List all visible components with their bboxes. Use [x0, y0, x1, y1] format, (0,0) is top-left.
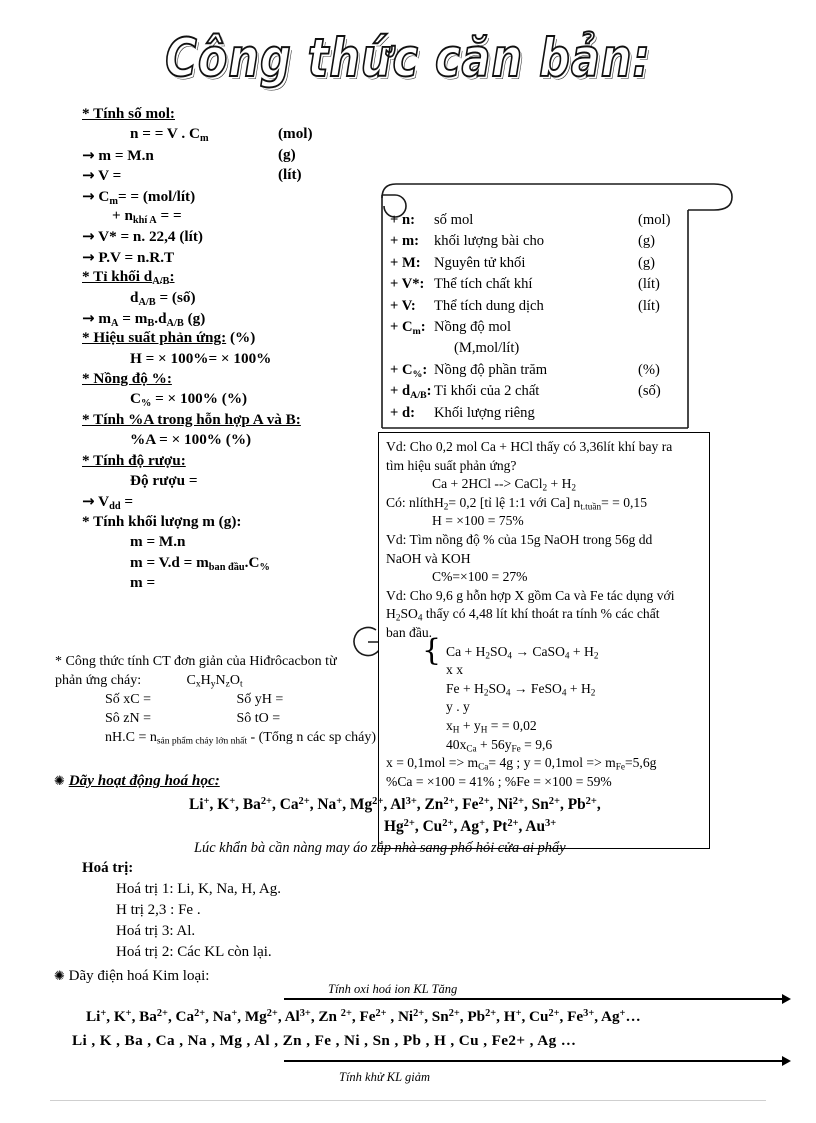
legend-row	[390, 360, 720, 381]
legend-row	[390, 231, 720, 252]
valence-row: H trị 2,3 : Fe .	[116, 902, 201, 918]
hydrocarbon-general-formula: $C_xH_yN_zO_t$	[186, 673, 243, 690]
example-line: $x = 0,1mol => m_{Ca}= 4g$ ; $y = 0,1mol => m_{Fe}=5,6g$	[386, 755, 657, 772]
legend-unit: (%)	[638, 361, 660, 378]
example-line: Có: nlíthH$_2$= 0,2 [tỉ lệ 1:1 với Ca] $n_{t.tuần}= = 0,15$	[386, 494, 648, 512]
legend-symbol: + n:	[390, 212, 415, 228]
legend-description: Khối lượng riêng	[434, 404, 535, 421]
example-line: ban đầu.	[386, 624, 433, 640]
formula-row: Độ rượu =	[130, 472, 198, 490]
formula-row: * Tính số mol:	[82, 105, 175, 122]
electrochem-top-label: Tính oxi hoá ion KL Tăng	[328, 982, 458, 996]
legend-unit: (lít)	[638, 276, 660, 293]
formula-row: → P.V = n.R.T	[82, 247, 175, 266]
example-line: Vd: Tìm nồng độ % của 15g NaOH trong 56g dd	[386, 531, 653, 547]
electrochem-ion-row: Li+, K+, $Ba^{2+}$, $Ca^{2+}$, Na+, $Mg^{2+}$, $Al^{3+}$, Zn $^{2+}$, $Fe^{2+}$ , $Ni^{2+}$, $Sn^{2+}$, $Pb^{2+}$, H+, $Cu^{2+}$, $Fe^{3+}$, Ag+…	[86, 1007, 641, 1025]
legend-row	[390, 403, 720, 424]
formula-row: m = M.n	[130, 533, 186, 551]
electrochem-bottom-label: Tính khử KL giảm	[339, 1070, 430, 1084]
example-line: tìm hiệu suất phản ứng?	[386, 457, 517, 473]
legend-description: số mol	[434, 212, 474, 228]
formula-row: → $m_A = m_B.d_{A/B}$ (g)	[82, 308, 206, 329]
formula-row: $m = V.d = m_{ban đầu}.C_{\%}$	[130, 553, 270, 573]
hydrocarbon-line-3: Số xC = Số yH =	[105, 692, 284, 707]
example-line: $H_2SO_4$ thấy có 4,48 lít khí thoát ra tính % các chất	[386, 606, 660, 623]
legend-unit: (g)	[638, 233, 656, 250]
example-line: NaOH và KOH	[386, 550, 471, 566]
formula-row: → V* = n. 22,4 (lít)	[82, 227, 203, 246]
legend-row	[390, 253, 720, 274]
formula-row: $d_{A/B}$ = (số)	[130, 288, 196, 308]
formula-row: * Nồng độ %:	[82, 370, 172, 388]
legend-description: Tỉ khối của 2 chất	[434, 383, 540, 400]
valence-row: Hoá trị 3: Al.	[116, 923, 196, 939]
legend-description: Nồng độ phần trăm	[434, 361, 548, 378]
legend-scroll-panel	[370, 176, 736, 434]
activity-series-ions-line2: $Hg^{2+}$, $Cu^{2+}$, Ag+, $Pt^{2+}$, $Au^{3+}$	[384, 817, 557, 835]
legend-unit: (lít)	[638, 297, 660, 314]
formula-row: → V = (lít)	[82, 166, 302, 185]
bullet-star-icon: ✺	[54, 774, 65, 789]
valence-section	[82, 858, 281, 963]
valence-row: Hoá trị 1: Li, K, Na, H, Ag.	[116, 881, 281, 897]
example-line: %Ca = ×100 = 41% ; %Fe = ×100 = 59%	[386, 773, 612, 789]
legend-symbol: + d:	[390, 404, 415, 421]
legend-row	[390, 317, 720, 338]
bullet-star-icon: ✺	[54, 969, 65, 984]
formula-row: * Tính độ rượu:	[82, 451, 186, 469]
legend-symbol: + $d_{A/B}$:	[390, 383, 432, 401]
example-line: y . y	[446, 699, 470, 715]
example-line: x x	[446, 662, 463, 678]
legend-row	[390, 381, 720, 402]
reduction-arrow-head-icon	[782, 1056, 791, 1066]
legend-row	[390, 296, 720, 317]
hydrocarbon-line-4: Sô zN = Sô tO =	[105, 711, 281, 726]
legend-symbol: + V:	[390, 297, 416, 314]
reduction-arrow-line	[284, 1060, 784, 1062]
footer-divider	[50, 1100, 766, 1101]
formula-row: → $V_{dd}$ =	[82, 492, 134, 513]
legend-row	[390, 210, 720, 231]
legend-description: khối lượng bài cho	[434, 233, 545, 250]
legend-row	[390, 274, 720, 295]
formula-row: n = = V . $C_m$ (mol)	[130, 125, 313, 145]
legend-unit: (mol)	[638, 212, 671, 228]
example-line: $x_H + y_H$ = = 0,02	[446, 717, 537, 735]
legend-unit: (số)	[638, 383, 661, 400]
hydrocarbon-line-2: phản ứng cháy: $C_xH_yN_zO_t$	[55, 673, 243, 690]
oxidation-arrow-line	[284, 998, 784, 1000]
example-line: H = ×100 = 75%	[432, 513, 524, 529]
activity-series-mnemonic: Lúc khẩn bà cần nàng may áo zắp nhà sang phố hỏi cửa ai phẩy	[194, 840, 566, 856]
formula-row: * Tính khối lượng m (g):	[82, 512, 242, 530]
legend-row	[390, 338, 720, 359]
legend-symbol: + m:	[390, 233, 419, 250]
formula-row: m =	[130, 573, 156, 591]
equation-brace-icon: {	[422, 632, 442, 668]
formula-row: * Hiệu suất phản ứng: (%)	[82, 329, 256, 347]
hydrocarbon-line-5: $nH.C = n_{sản phẩm cháy lớn nhất}$ - (Tổng n các sp cháy)	[105, 730, 377, 747]
formula-row: H = × 100%= × 100%	[130, 349, 272, 367]
formula-row: $C_{\%}$ = × 100% (%)	[130, 390, 248, 410]
electrochem-metal-row: Li , K , Ba , Ca , Na , Mg , Al , Zn , Fe , Ni , Sn , Pb , H , Cu , Fe2+ , Ag …	[72, 1032, 577, 1049]
example-line: C%=×100 = 27%	[432, 569, 528, 585]
left-formula-column	[82, 104, 382, 593]
activity-series-ions-line1: Li+, K+, $Ba^{2+}$, $Ca^{2+}$, Na+, $Mg^{2+}$, $Al^{3+}$, $Zn^{2+}$, $Fe^{2+}$, $Ni^{2+}$, $Sn^{2+}$, $Pb^{2+}$,	[189, 795, 601, 813]
formula-row: * Tính %A trong hỗn hợp A và B:	[82, 410, 301, 428]
example-line: $Ca + H_2SO_4$ → CaSO$_4$ + $H_2$ {	[422, 632, 599, 668]
electrochemical-series-section	[54, 968, 814, 1084]
legend-symbol: + $C_{\%}$:	[390, 361, 428, 380]
hydrocarbon-line-1: * Công thức tính CT đơn giản của Hiđrôcacbon từ	[55, 654, 337, 669]
example-line: Ca + 2HCl --> CaCl$_2$ + $H_2$	[432, 476, 577, 493]
oxidation-arrow-head-icon	[782, 994, 791, 1004]
example-line: $40x_{Ca} + 56y_{Fe} = 9,6$	[446, 736, 553, 754]
legend-rows	[390, 210, 720, 424]
formula-row: + $n_{khí A}$ = =	[112, 206, 182, 226]
valence-row: Hoá trị 2: Các KL còn lại.	[116, 944, 272, 960]
formula-row: %A = × 100% (%)	[130, 431, 252, 449]
activity-series-section	[54, 772, 794, 856]
activity-series-heading: Dãy hoạt động hoá học:	[68, 772, 220, 789]
formula-row: → m = M.n (g)	[82, 145, 296, 164]
legend-symbol: + $C_m$:	[390, 318, 426, 337]
legend-description: Nguyên tử khối	[434, 254, 526, 271]
legend-symbol: + V*:	[390, 276, 425, 293]
legend-description: Thể tích chất khí	[434, 276, 533, 293]
legend-description: Nồng độ mol	[434, 318, 512, 335]
valence-heading: Hoá trị:	[82, 860, 134, 876]
legend-description: Thể tích dung dịch	[434, 297, 544, 314]
formula-row: → $C_m=$ = (mol/lít)	[82, 186, 196, 207]
formula-row: * Tỉ khối $d_{A/B}$:	[82, 268, 175, 288]
electrochem-heading: Dãy điện hoá Kim loại:	[68, 968, 210, 984]
page-title	[0, 28, 816, 90]
legend-symbol: + M:	[390, 254, 421, 271]
legend-description: (M,mol/lít)	[454, 340, 520, 357]
example-line: Vd: Cho 0,2 mol Ca + HCl thấy có 3,36lít khí bay ra	[386, 439, 673, 454]
legend-unit: (g)	[638, 254, 656, 271]
example-line: Vd: Cho 9,6 g hỗn hợp X gồm Ca và Fe tác dụng với	[386, 587, 675, 603]
page-title-text: Công thức căn bản:	[165, 28, 651, 90]
example-line: $Fe + H_2SO_4$ → FeSO$_4$ + $H_2$	[446, 680, 596, 698]
